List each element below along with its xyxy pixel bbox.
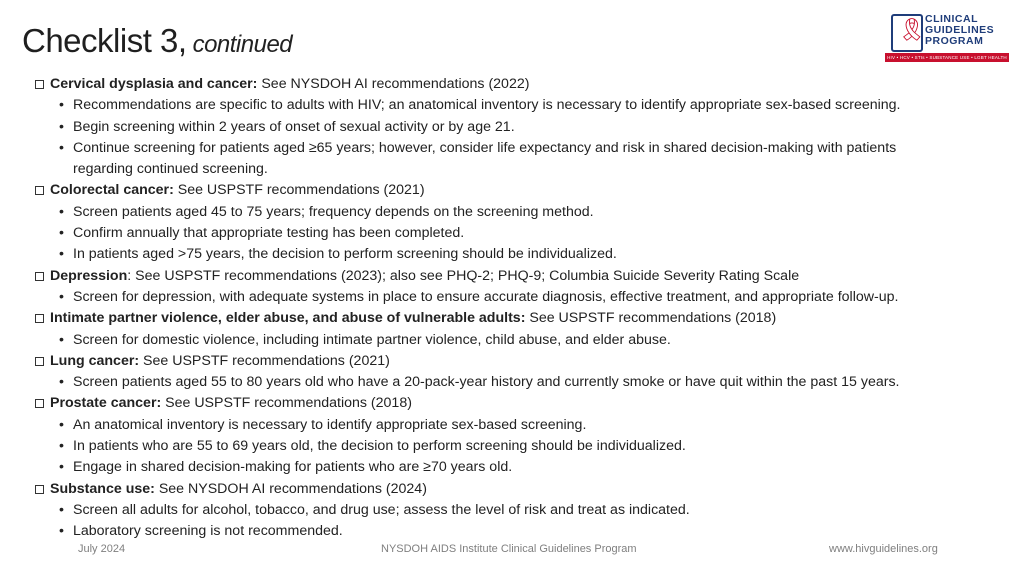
program-logo xyxy=(885,12,1009,64)
bullet-text: Screen patients aged 55 to 80 years old who have a 20-pack-year history and currently smoke or have quit within the past 15 years. xyxy=(73,374,900,391)
bullet-icon: • xyxy=(59,246,64,263)
list-item xyxy=(34,330,1009,351)
list-item xyxy=(34,117,1009,138)
bullet-text: Screen for depression, with adequate systems in place to ensure accurate diagnosis, effective treatment, and appropriate follow-up. xyxy=(73,288,899,305)
checkbox-icon[interactable] xyxy=(35,80,44,89)
bullet-text: Screen all adults for alcohol, tobacco, and drug use; assess the level of risk and treat as indicated. xyxy=(73,501,690,518)
checkbox-icon[interactable] xyxy=(35,399,44,408)
list-item xyxy=(34,223,1009,244)
section-reference: See USPSTF recommendations (2018) xyxy=(161,395,412,412)
list-item xyxy=(34,95,1009,116)
logo-line1: CLINICAL xyxy=(925,13,978,25)
list-item xyxy=(34,138,1009,181)
section-heading: Depression xyxy=(50,267,128,284)
list-item xyxy=(34,415,1009,436)
section-reference: : See USPSTF recommendations (2023); also see PHQ-2; PHQ-9; Columbia Suicide Severity Rating Scale xyxy=(127,267,800,284)
bullet-text: Begin screening within 2 years of onset of sexual activity or by age 21. xyxy=(73,118,515,135)
list-item xyxy=(34,521,1009,542)
list-item xyxy=(34,457,1009,478)
bullet-icon: • xyxy=(59,118,64,135)
section-lung-cancer xyxy=(34,351,1009,372)
checklist xyxy=(34,74,1009,543)
checkbox-icon[interactable] xyxy=(35,272,44,281)
bullet-icon: • xyxy=(59,501,64,518)
section-heading: Intimate partner violence, elder abuse, and abuse of vulnerable adults: xyxy=(50,310,526,327)
title-main: Checklist 3, xyxy=(22,22,187,59)
list-item xyxy=(34,500,1009,521)
bullet-icon: • xyxy=(59,203,64,220)
section-reference: See NYSDOH AI recommendations (2022) xyxy=(257,76,530,92)
section-heading: Cervical dysplasia and cancer: xyxy=(50,76,258,92)
section-heading: Lung cancer: xyxy=(50,352,140,369)
section-partner-violence xyxy=(34,308,1009,329)
red-ribbon-icon: 🎗︎ xyxy=(898,17,926,42)
section-heading: Colorectal cancer: xyxy=(50,182,174,199)
checkbox-icon[interactable] xyxy=(35,357,44,366)
list-item xyxy=(34,436,1009,457)
section-reference: See USPSTF recommendations (2018) xyxy=(525,310,777,327)
title-sub: continued xyxy=(192,31,293,58)
checkbox-icon[interactable] xyxy=(35,314,44,323)
section-depression xyxy=(34,266,1009,287)
checkbox-icon[interactable] xyxy=(35,485,44,494)
section-reference: See USPSTF recommendations (2021) xyxy=(173,182,425,199)
list-item xyxy=(34,372,1009,393)
bullet-icon: • xyxy=(59,523,64,540)
logo-line2: GUIDELINES xyxy=(925,24,995,36)
checkbox-icon[interactable] xyxy=(35,186,44,195)
bullet-icon: • xyxy=(59,459,64,476)
list-item xyxy=(34,202,1009,223)
section-heading: Substance use: xyxy=(50,480,155,497)
bullet-icon: • xyxy=(59,288,64,305)
bullet-icon: • xyxy=(59,438,64,455)
section-reference: See USPSTF recommendations (2021) xyxy=(139,352,390,369)
bullet-text: Continue screening for patients aged ≥65 years; however, consider life expectancy and risk in shared decision-making with patients regarding continued screening. xyxy=(73,139,897,178)
footer-program: NYSDOH AIDS Institute Clinical Guidelines Program xyxy=(381,543,637,555)
section-reference: See NYSDOH AI recommendations (2024) xyxy=(154,480,427,497)
bullet-icon: • xyxy=(59,139,64,156)
bullet-icon: • xyxy=(59,225,64,242)
bullet-text: Screen for domestic violence, including intimate partner violence, child abuse, and elder abuse. xyxy=(73,331,671,348)
bullet-text: Screen patients aged 45 to 75 years; frequency depends on the screening method. xyxy=(73,203,594,220)
footer-url[interactable]: www.hivguidelines.org xyxy=(829,543,938,555)
page-title xyxy=(22,22,292,60)
bullet-text: In patients aged >75 years, the decision to perform screening should be individualized. xyxy=(73,246,617,263)
section-prostate-cancer xyxy=(34,393,1009,414)
bullet-text: Laboratory screening is not recommended. xyxy=(73,523,343,540)
bullet-icon: • xyxy=(59,97,64,114)
bullet-text: Engage in shared decision-making for patients who are ≥70 years old. xyxy=(73,459,513,476)
bullet-text: In patients who are 55 to 69 years old, the decision to perform screening should be individualized. xyxy=(73,438,686,455)
bullet-text: Confirm annually that appropriate testing has been completed. xyxy=(73,225,465,242)
bullet-text: Recommendations are specific to adults with HIV; an anatomical inventory is necessary to identify appropriate sex-based screening. xyxy=(73,97,901,114)
section-heading: Prostate cancer: xyxy=(50,395,162,412)
section-cervical xyxy=(34,74,1009,95)
list-item xyxy=(34,244,1009,265)
bullet-text: An anatomical inventory is necessary to identify appropriate sex-based screening. xyxy=(73,416,587,433)
bullet-icon: • xyxy=(59,374,64,391)
logo-line3: PROGRAM xyxy=(925,35,984,47)
list-item xyxy=(34,287,1009,308)
bullet-icon: • xyxy=(59,416,64,433)
section-colorectal xyxy=(34,180,1009,201)
bullet-icon: • xyxy=(59,331,64,348)
section-substance-use xyxy=(34,479,1009,500)
footer-date: July 2024 xyxy=(78,543,126,555)
logo-wordmark xyxy=(925,14,994,47)
logo-strip: HIV • HCV • STIs • SUBSTANCE USE • LGBT HEALTH xyxy=(885,53,1009,62)
